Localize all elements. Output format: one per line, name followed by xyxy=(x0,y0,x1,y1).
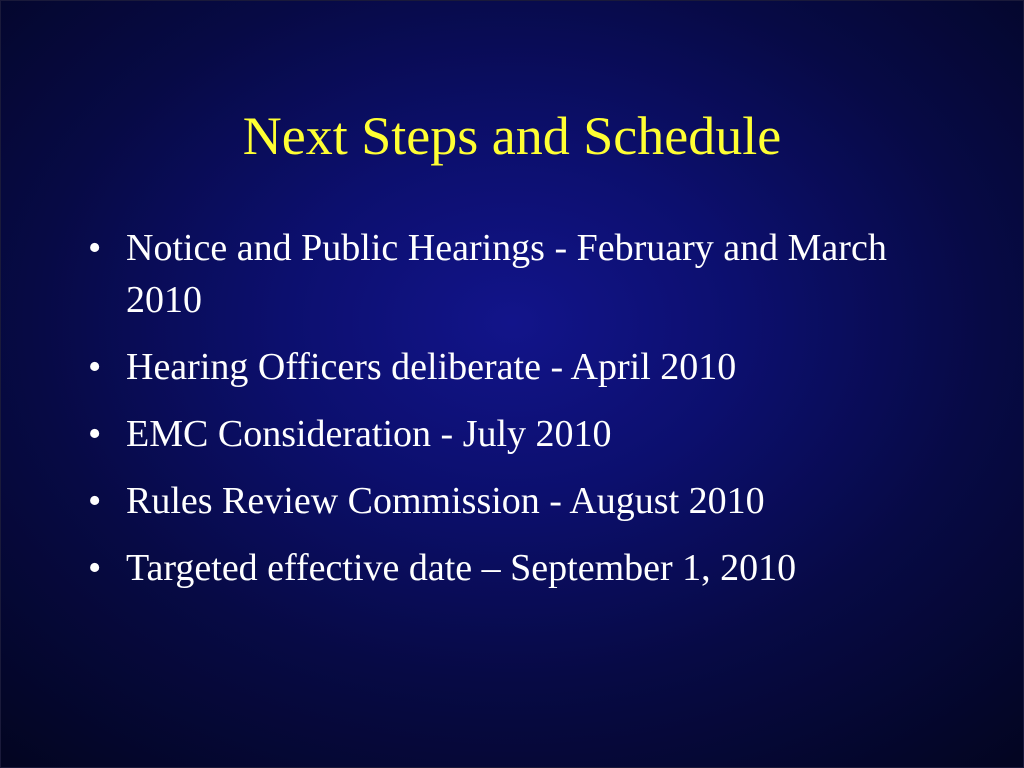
bullet-item xyxy=(86,341,946,393)
bullet-item xyxy=(86,542,946,594)
bullet-text: Rules Review Commission - August 2010 xyxy=(126,480,765,522)
bullet-item xyxy=(86,475,946,527)
bullet-list xyxy=(86,222,946,609)
bullet-item xyxy=(86,408,946,460)
bullet-icon: • xyxy=(88,547,102,589)
bullet-item xyxy=(86,222,946,326)
bullet-text: Notice and Public Hearings - February and March 2010 xyxy=(126,227,887,321)
bullet-text: EMC Consideration - July 2010 xyxy=(126,413,612,455)
bullet-icon: • xyxy=(88,227,102,269)
bullet-icon: • xyxy=(88,346,102,388)
slide-title: Next Steps and Schedule xyxy=(242,106,782,166)
bullet-text: Hearing Officers deliberate - April 2010 xyxy=(126,346,737,388)
bullet-icon: • xyxy=(88,413,102,455)
bullet-icon: • xyxy=(88,480,102,522)
bullet-text: Targeted effective date – September 1, 2010 xyxy=(126,547,797,589)
